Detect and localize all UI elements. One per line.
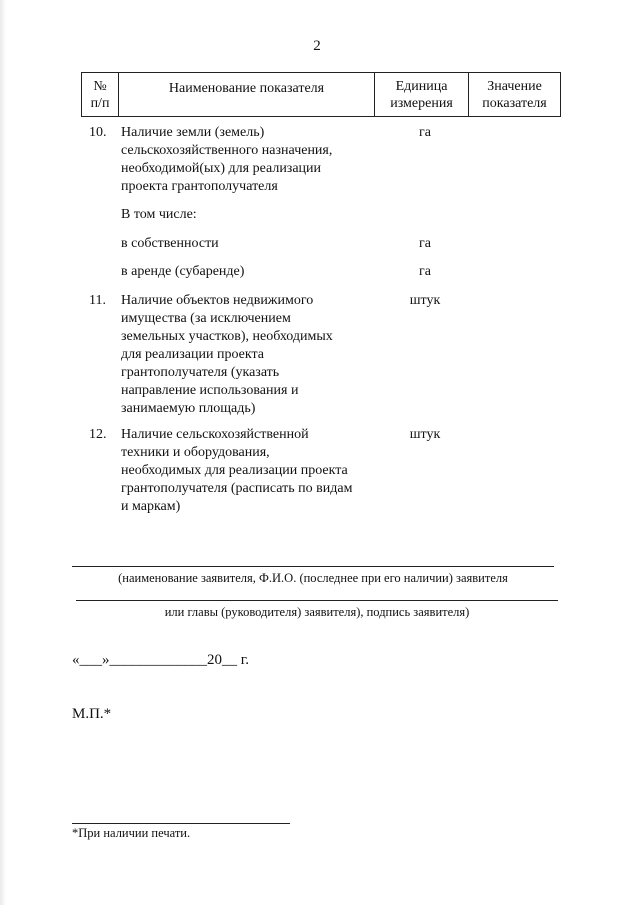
row-12-unit: штук bbox=[409, 427, 441, 442]
header-num-cell bbox=[82, 73, 119, 116]
row-12-name-line: Наличие сельскохозяйственной bbox=[121, 427, 309, 442]
signature-caption-1: (наименование заявителя, Ф.И.О. (последнее при его наличии) заявителя bbox=[118, 571, 508, 585]
row-10-name-line: необходимой(ых) для реализации bbox=[121, 161, 322, 176]
date-line: «___»_____________20__ г. bbox=[72, 652, 249, 668]
scan-edge-shadow bbox=[0, 0, 6, 905]
row-12-name-line: необходимых для реализации проекта bbox=[121, 463, 348, 478]
row-10-name-line: сельскохозяйственного назначения, bbox=[121, 143, 333, 158]
header-value-line1: Значение bbox=[487, 78, 542, 94]
stamp-label: М.П.* bbox=[72, 706, 112, 722]
row-10-rent-label: в аренде (субаренде) bbox=[121, 264, 245, 279]
row-10-name-line: проекта грантополучателя bbox=[121, 179, 278, 194]
row-10-own-unit: га bbox=[419, 236, 431, 251]
header-unit-cell bbox=[375, 73, 469, 116]
row-11-name bbox=[121, 292, 381, 418]
table-header bbox=[81, 72, 561, 117]
row-12-name bbox=[121, 426, 391, 516]
page-number: 2 bbox=[313, 38, 321, 54]
header-num-line2: п/п bbox=[90, 95, 110, 111]
row-10-rent-unit: га bbox=[419, 264, 431, 279]
signature-caption-2: или главы (руководителя) заявителя), подпись заявителя) bbox=[164, 605, 470, 619]
header-name-cell bbox=[119, 73, 375, 116]
footnote: *При наличии печати. bbox=[72, 826, 191, 840]
row-11-name-line: имущества (за исключением bbox=[121, 311, 291, 326]
row-12-name-line: и маркам) bbox=[121, 499, 181, 514]
row-11-name-line: земельных участков), необходимых bbox=[121, 329, 333, 344]
row-10-unit: га bbox=[419, 125, 431, 140]
header-name-label: Наименование показателя bbox=[168, 81, 325, 96]
header-value-line2: показателя bbox=[482, 95, 547, 111]
row-11-unit: штук bbox=[409, 293, 441, 308]
row-12-name-line: техники и оборудования, bbox=[121, 445, 270, 460]
row-10-name-line: Наличие земли (земель) bbox=[121, 125, 265, 140]
footnote-separator bbox=[72, 823, 290, 824]
header-value-cell bbox=[469, 73, 560, 116]
row-11-number: 11. bbox=[89, 293, 106, 308]
row-10-own-label: в собственности bbox=[121, 236, 219, 251]
header-unit-line1: Единица bbox=[395, 78, 448, 94]
header-num-line1: № bbox=[93, 78, 107, 94]
header-unit-line2: измерения bbox=[390, 95, 453, 111]
row-11-name-line: занимаемую площадь) bbox=[121, 401, 256, 416]
row-10-name bbox=[121, 124, 381, 196]
row-12-name-line: грантополучателя (расписать по видам bbox=[121, 481, 353, 496]
row-12-number: 12. bbox=[89, 427, 107, 442]
row-10-including-label: В том числе: bbox=[121, 207, 197, 222]
row-11-name-line: для реализации проекта bbox=[121, 347, 264, 362]
row-11-name-line: Наличие объектов недвижимого bbox=[121, 293, 314, 308]
row-10-number: 10. bbox=[89, 125, 107, 140]
signature-line-1 bbox=[72, 566, 554, 567]
row-11-name-line: направление использования и bbox=[121, 383, 299, 398]
row-11-name-line: грантополучателя (указать bbox=[121, 365, 280, 380]
signature-line-2 bbox=[76, 600, 558, 601]
